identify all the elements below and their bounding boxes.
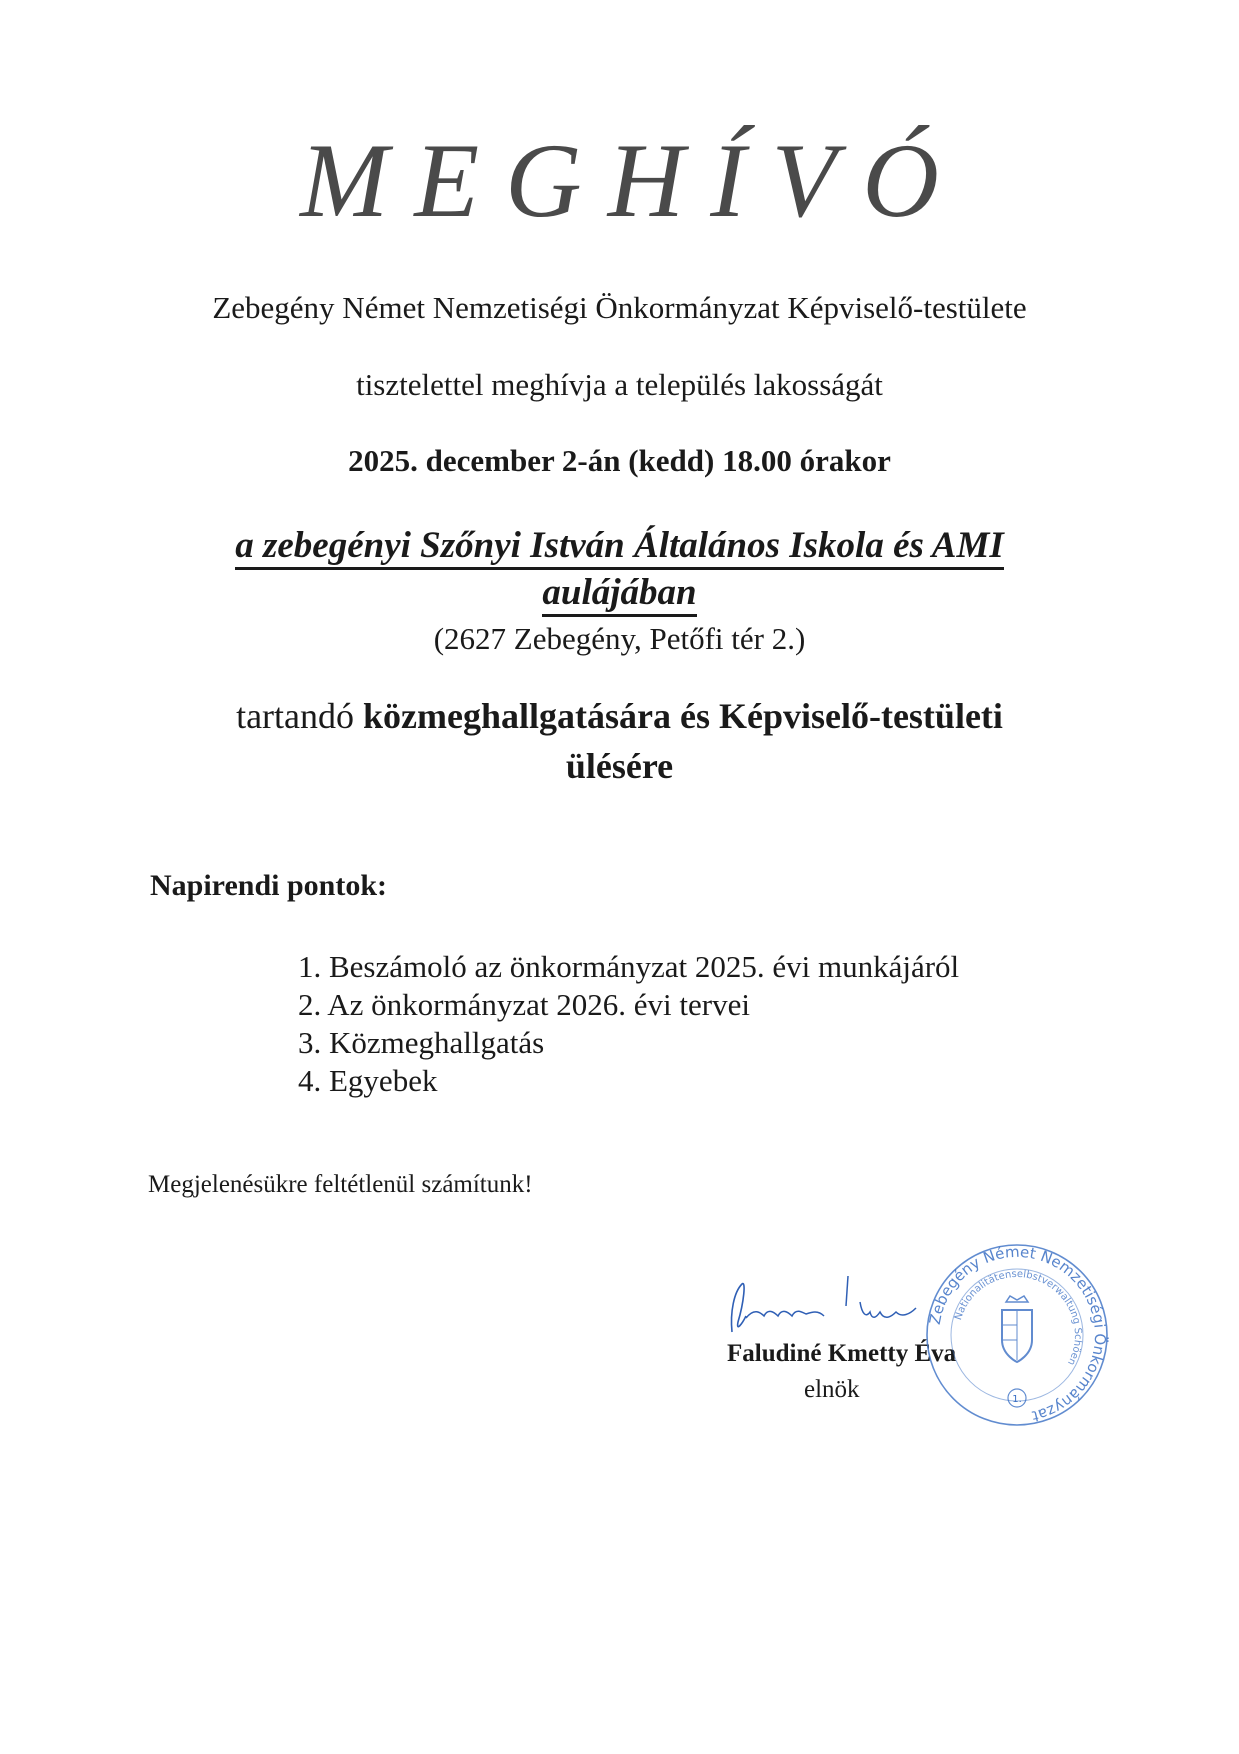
agenda-item: 4. Egyebek [298,1063,438,1098]
date-time-line: 2025. december 2-án (kedd) 18.00 órakor [348,443,891,478]
event-prefix: tartandó [236,696,355,736]
signatory-name: Faludiné Kmetty Éva [727,1340,957,1367]
svg-text:Nationalitätenselbstverwaltung [953,1269,1083,1367]
invitation-line: tisztelettel meghívja a település lakosságát [356,367,883,402]
venue-text-2: aulájában [542,572,696,617]
stamp-outer-text: Zebegény Német Nemzetiségi Önkormányzat [925,1242,1110,1426]
venue-text-1: a zebegényi Szőnyi István Általános Iskola és AMI [235,525,1004,570]
stamp-inner-text: Nationalitätenselbstverwaltung Schöen [953,1268,1084,1367]
closing-line: Megjelenésükre feltétlenül számítunk! [148,1171,533,1198]
agenda-item: 2. Az önkormányzat 2026. évi tervei [298,987,750,1022]
event-description-line-1 [0,695,1239,737]
issuer-line: Zebegény Német Nemzetiségi Önkormányzat Képviselő-testülete [212,290,1027,325]
coat-of-arms-icon [1002,1296,1032,1362]
event-description-line-2: ülésére [565,746,674,786]
agenda-item: 1. Beszámoló az önkormányzat 2025. évi munkájáról [298,949,960,984]
agenda-list [298,948,959,1100]
venue-address: (2627 Zebegény, Petőfi tér 2.) [433,621,806,656]
agenda-heading: Napirendi pontok: [150,869,388,902]
stamp-number: 1. [1012,1394,1022,1405]
venue-line-2 [0,571,1239,614]
venue-line-1 [0,524,1239,567]
document-title: MEGHÍVÓ [300,122,965,239]
signatory-role: elnök [804,1376,860,1403]
event-name: közmeghallgatására és Képviselő-testületi [363,696,1003,736]
official-stamp [922,1240,1112,1430]
agenda-item: 3. Közmeghallgatás [298,1025,545,1060]
